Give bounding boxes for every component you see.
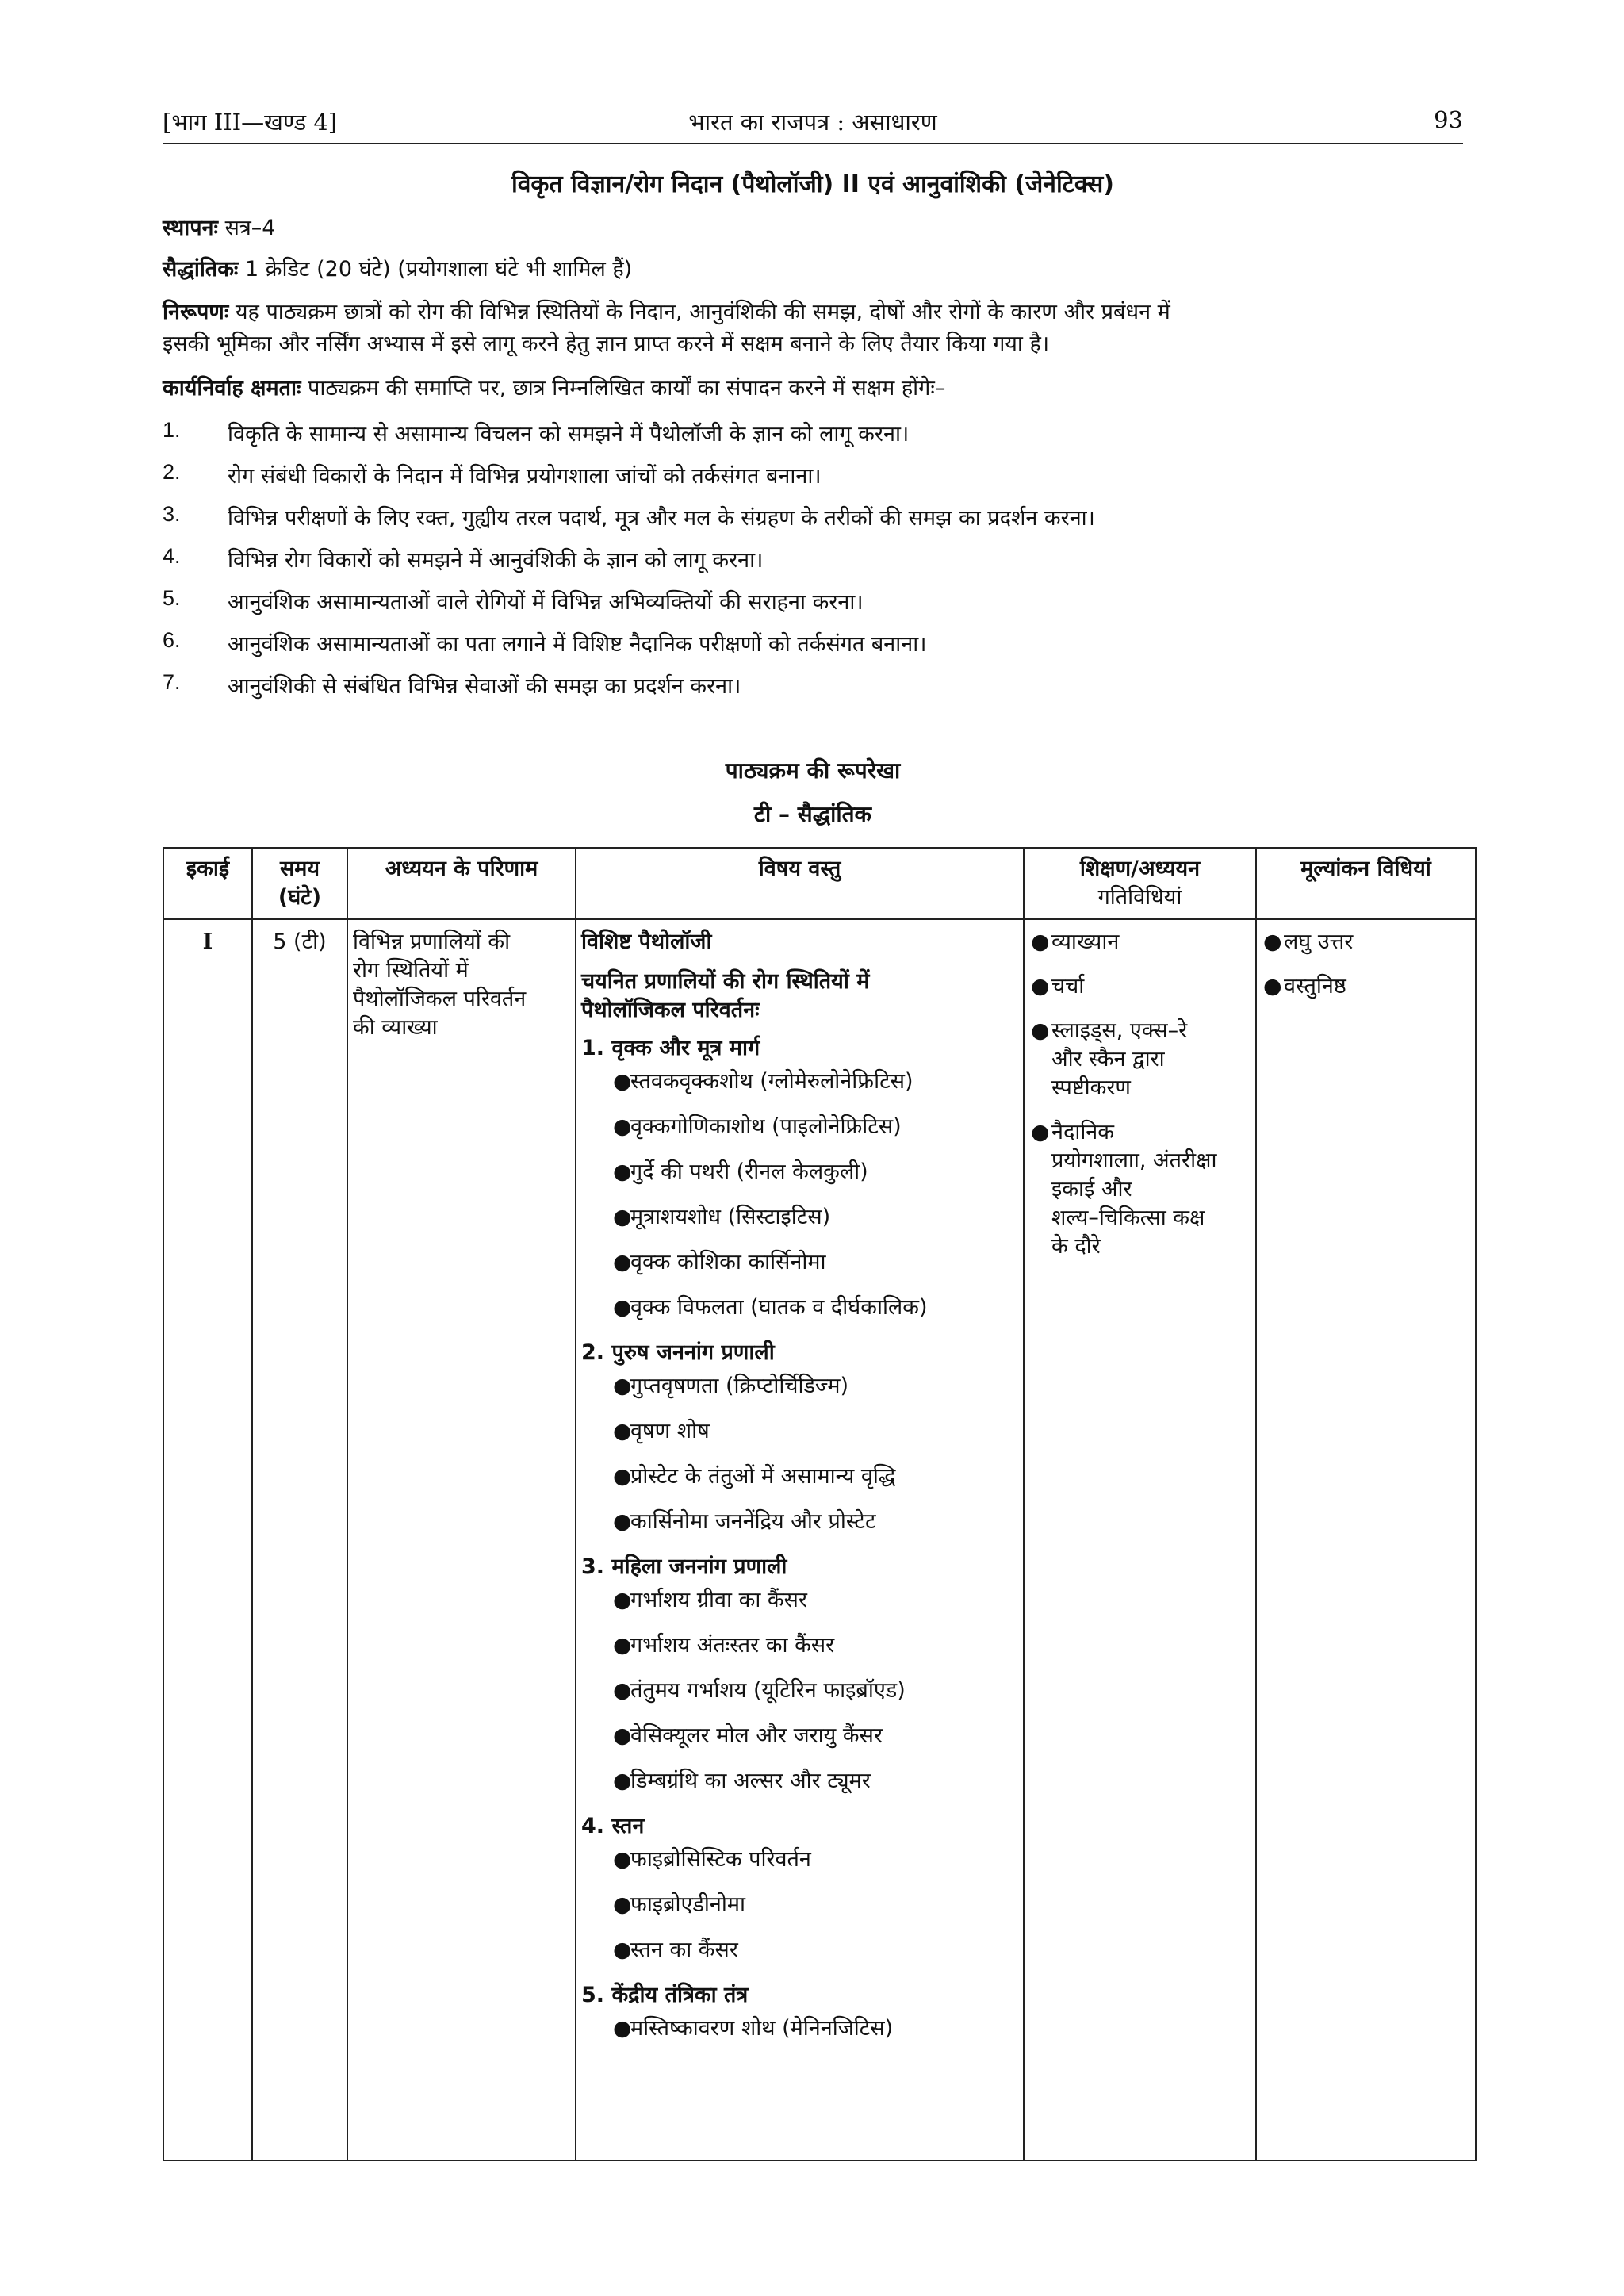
- time-cell: 5 (टी): [252, 919, 347, 2160]
- placement-line: [163, 213, 1479, 244]
- theory-value: 1 क्रेडिट (20 घंटे) (प्रयोगशाला घंटे भी शामिल हैं): [245, 257, 633, 282]
- assessment-text: वस्तुनिष्ठ: [1284, 974, 1346, 999]
- teaching-text: स्पष्टीकरण: [1051, 1075, 1131, 1100]
- theory-line: [163, 254, 1479, 286]
- theory-label: सैद्धांतिकः: [163, 257, 239, 282]
- header-content: विषय वस्तु: [576, 848, 1024, 919]
- content-list-item: [581, 1508, 1018, 1536]
- outcome-line: पैथोलॉजिकल परिवर्तन: [353, 987, 527, 1011]
- content-item-text: गर्भाशय अंतःस्तर का कैंसर: [630, 1633, 835, 1658]
- content-item-text: वेसिक्यूलर मोल और जरायु कैंसर: [630, 1723, 883, 1748]
- outcome-line: रोग स्थितियों में: [353, 958, 469, 983]
- description-text-2: इसकी भूमिका और नर्सिंग अभ्यास में इसे लागू करने हेतु ज्ञान प्राप्त करने में सक्षम बनाने के लिए तैयार किया गया है।: [163, 332, 1050, 356]
- content-list-item: [581, 1113, 1018, 1141]
- objective-text: विभिन्न परीक्षणों के लिए रक्त, गुह्यीय तरल पदार्थ, मूत्र और मल के संग्रहण के तरीकों की समझ का प्रदर्शन करना।: [228, 506, 1095, 531]
- content-list-item: [581, 1891, 1018, 1919]
- content-item-text: मूत्राशयशोध (सिस्टाइटिस): [630, 1205, 831, 1229]
- placement-label: स्थापनः: [163, 216, 218, 240]
- content-item-text: कार्सिनोमा जननेंद्रिय और प्रोस्टेट: [630, 1509, 876, 1534]
- header-part-section: [भाग III—खण्ड 4]: [163, 109, 338, 136]
- description-label: निरूपणः: [163, 300, 229, 324]
- bullet-icon: ●: [613, 1295, 632, 1320]
- content-list-item: [581, 1767, 1018, 1796]
- objective-number: 2.: [163, 460, 181, 484]
- objective-number: 3.: [163, 502, 181, 526]
- objective-number: 4.: [163, 544, 181, 568]
- content-list-item: [581, 1294, 1018, 1322]
- content-section-title: 3. महिला जननांग प्रणाली: [581, 1554, 787, 1579]
- bullet-icon: ●: [613, 1069, 632, 1094]
- course-title: विकृत विज्ञान/रोग निदान (पैथोलॉजी) II एवं आनुवांशिकी (जेनेटिक्स): [511, 171, 1114, 198]
- teaching-item: [1029, 1118, 1251, 1261]
- teaching-text: नैदानिक: [1051, 1120, 1115, 1144]
- bullet-icon: ●: [1263, 930, 1282, 954]
- bullet-icon: ●: [613, 1374, 632, 1398]
- content-intro-2: पैथोलॉजिकल परिवर्तनः: [581, 998, 760, 1022]
- content-heading: विशिष्ट पैथोलॉजी: [581, 930, 712, 954]
- content-list-item: [581, 1677, 1018, 1705]
- assessment-cell: [1256, 919, 1476, 2160]
- competency-value: पाठ्यक्रम की समाप्ति पर, छात्र निम्नलिखित कार्यों का संपादन करने में सक्षम होंगेः–: [308, 376, 946, 401]
- content-cell: [576, 919, 1024, 2160]
- content-list-item: [581, 1462, 1018, 1491]
- description-text-1: यह पाठ्यक्रम छात्रों को रोग की विभिन्न स्थितियों के निदान, आनुवंशिकी की समझ, दोषों और रोगों के कारण और प्रबंधन में: [235, 300, 1170, 324]
- content-item-text: डिम्बग्रंथि का अल्सर और ट्यूमर: [630, 1769, 871, 1793]
- bullet-icon: ●: [613, 1723, 632, 1748]
- content-list-item: [581, 1722, 1018, 1750]
- content-item-text: वृक्कगोणिकाशोथ (पाइलोनेफ्रिटिस): [630, 1114, 902, 1139]
- objective-number: 5.: [163, 586, 181, 610]
- bullet-icon: ●: [613, 1114, 632, 1139]
- bullet-icon: ●: [613, 1769, 632, 1793]
- content-list-item: [581, 2014, 1018, 2043]
- teaching-text: शल्य–चिकित्सा कक्ष: [1051, 1205, 1205, 1230]
- page-number: 93: [1434, 106, 1463, 133]
- content-item-text: मस्तिष्कावरण शोथ (मेनिनजिटिस): [630, 2016, 894, 2041]
- syllabus-table: [163, 847, 1477, 2161]
- bullet-icon: ●: [613, 1419, 632, 1443]
- content-section-title: 4. स्तन: [581, 1814, 645, 1838]
- outline-subheading: टी – सैद्धांतिक: [753, 801, 872, 827]
- bullet-icon: ●: [613, 1588, 632, 1612]
- header-time: [252, 848, 347, 919]
- content-intro-1: चयनित प्रणालियों की रोग स्थितियों में: [581, 969, 870, 994]
- description-paragraph: [163, 297, 1479, 360]
- teaching-item: [1029, 1017, 1251, 1102]
- content-item-text: स्तवकवृक्कशोथ (ग्लोमेरुलोनेफ्रिटिस): [630, 1069, 914, 1094]
- content-list-item: [581, 1586, 1018, 1615]
- objective-number: 1.: [163, 418, 181, 442]
- bullet-icon: ●: [1031, 1120, 1050, 1144]
- teaching-text: के दौरे: [1051, 1234, 1101, 1259]
- header-teaching-line-2: गतिविधियां: [1097, 885, 1182, 910]
- header-gazette-title: भारत का राजपत्र : असाधारण: [688, 109, 937, 136]
- header-assessment: मूल्यांकन विधियां: [1256, 848, 1476, 919]
- bullet-icon: ●: [613, 1509, 632, 1534]
- content-item-text: वृक्क कोशिका कार्सिनोमा: [630, 1250, 826, 1274]
- content-list-item: [581, 1372, 1018, 1401]
- competency-line: [163, 373, 1479, 404]
- table-row: [163, 919, 1476, 2160]
- bullet-icon: ●: [1263, 974, 1282, 999]
- competency-label: कार्यनिर्वाह क्षमताः: [163, 376, 301, 401]
- bullet-icon: ●: [613, 1938, 632, 1962]
- description-line-1: [163, 297, 1479, 328]
- unit-cell: I: [163, 919, 252, 2160]
- content-list-item: [581, 1936, 1018, 1964]
- objective-text: विकृति के सामान्य से असामान्य विचलन को समझने में पैथोलॉजी के ज्ञान को लागू करना।: [228, 422, 910, 447]
- outcome-line: की व्याख्या: [353, 1015, 438, 1040]
- objective-text: आनुवंशिकी से संबंधित विभिन्न सेवाओं की समझ का प्रदर्शन करना।: [228, 674, 741, 699]
- teaching-text: और स्कैन द्वारा: [1051, 1047, 1165, 1071]
- objective-text: रोग संबंधी विकारों के निदान में विभिन्न प्रयोगशाला जांचों को तर्कसंगत बनाना।: [228, 464, 822, 489]
- bullet-icon: ●: [613, 1892, 632, 1917]
- header-unit: इकाई: [163, 848, 252, 919]
- outcome-line: विभिन्न प्रणालियों की: [353, 930, 511, 954]
- content-list-item: [581, 1417, 1018, 1446]
- content-list-item: [581, 1846, 1018, 1874]
- table-header-row: [163, 848, 1476, 919]
- bullet-icon: ●: [613, 1678, 632, 1703]
- content-item-text: फाइब्रोएडीनोमा: [630, 1892, 745, 1917]
- placement-value: सत्र–4: [224, 216, 276, 240]
- bullet-icon: ●: [613, 1464, 632, 1489]
- running-header: [163, 102, 1463, 144]
- header-teaching-line-1: शिक्षण/अध्ययन: [1079, 857, 1201, 881]
- content-list-item: [581, 1631, 1018, 1660]
- teaching-text: इकाई और: [1051, 1177, 1132, 1202]
- content-item-text: वृक्क विफलता (घातक व दीर्घकालिक): [630, 1295, 928, 1320]
- outline-heading: पाठ्यक्रम की रूपरेखा: [725, 757, 901, 784]
- assessment-item: [1262, 928, 1470, 956]
- objective-text: विभिन्न रोग विकारों को समझने में आनुवंशिकी के ज्ञान को लागू करना।: [228, 548, 764, 573]
- content-item-text: गुर्दे की पथरी (रीनल केलकुली): [630, 1159, 868, 1184]
- content-item-text: प्रोस्टेट के तंतुओं में असामान्य वृद्धि: [630, 1464, 896, 1489]
- content-section-title: 5. केंद्रीय तंत्रिका तंत्र: [581, 1983, 749, 2007]
- content-item-text: स्तन का कैंसर: [630, 1938, 738, 1962]
- content-item-text: गुप्तवृषणता (क्रिप्टोर्चिडिज्म): [630, 1374, 849, 1398]
- bullet-icon: ●: [613, 1205, 632, 1229]
- bullet-icon: ●: [613, 1633, 632, 1658]
- bullet-icon: ●: [613, 1159, 632, 1184]
- header-outcomes: अध्ययन के परिणाम: [347, 848, 576, 919]
- objective-number: 7.: [163, 670, 181, 694]
- bullet-icon: ●: [613, 1847, 632, 1872]
- content-list-item: [581, 1068, 1018, 1096]
- teaching-text: व्याख्यान: [1051, 930, 1120, 954]
- teaching-text: स्लाइड्स, एक्स–रे: [1051, 1018, 1188, 1043]
- header-teaching: [1024, 848, 1256, 919]
- bullet-icon: ●: [1031, 1018, 1050, 1043]
- teaching-text: चर्चा: [1051, 974, 1085, 999]
- header-time-line-1: समय: [279, 857, 320, 881]
- objective-number: 6.: [163, 628, 181, 652]
- bullet-icon: ●: [613, 2016, 632, 2041]
- bullet-icon: ●: [1031, 930, 1050, 954]
- assessment-item: [1262, 972, 1470, 1001]
- content-list-item: [581, 1158, 1018, 1186]
- content-list-item: [581, 1248, 1018, 1277]
- objective-text: आनुवंशिक असामान्यताओं वाले रोगियों में विभिन्न अभिव्यक्तियों की सराहना करना।: [228, 590, 864, 615]
- content-item-text: गर्भाशय ग्रीवा का कैंसर: [630, 1588, 807, 1612]
- assessment-text: लघु उत्तर: [1284, 930, 1354, 954]
- content-section-title: 2. पुरुष जननांग प्रणाली: [581, 1340, 775, 1365]
- header-time-line-2: (घंटे): [278, 885, 322, 910]
- outcomes-cell: [347, 919, 576, 2160]
- bullet-icon: ●: [613, 1250, 632, 1274]
- objective-text: आनुवंशिक असामान्यताओं का पता लगाने में विशिष्ट नैदानिक परीक्षणों को तर्कसंगत बनाना।: [228, 632, 927, 657]
- teaching-item: [1029, 928, 1251, 956]
- content-item-text: वृषण शोष: [630, 1419, 710, 1443]
- content-section-title: 1. वृक्क और मूत्र मार्ग: [581, 1036, 760, 1060]
- content-list-item: [581, 1203, 1018, 1232]
- content-item-text: तंतुमय गर्भाशय (यूटिरिन फाइब्रॉएड): [630, 1678, 906, 1703]
- content-item-text: फाइब्रोसिस्टिक परिवर्तन: [630, 1847, 811, 1872]
- bullet-icon: ●: [1031, 974, 1050, 999]
- teaching-item: [1029, 972, 1251, 1001]
- teaching-cell: [1024, 919, 1256, 2160]
- teaching-text: प्रयोगशालाा, अंतरीक्षा: [1051, 1148, 1217, 1173]
